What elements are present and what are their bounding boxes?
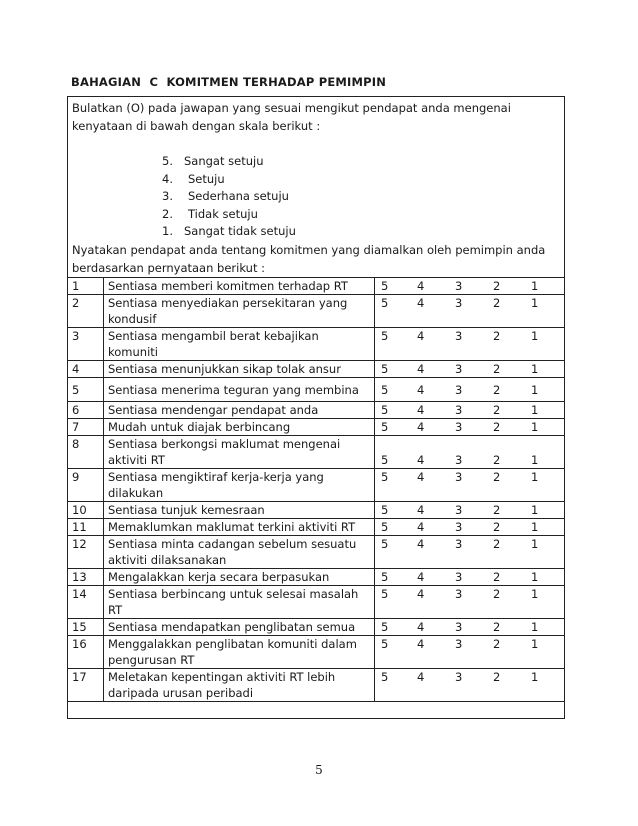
statement-text: Meletakan kepentingan aktiviti RT lebih daripada urusan peribadi (104, 669, 375, 702)
score-option-5[interactable]: 5 (381, 382, 389, 397)
score-option-1[interactable]: 1 (531, 329, 539, 343)
instruction-line: kenyataan di bawah dengan skala berikut : (72, 119, 321, 133)
instructions (72, 99, 562, 277)
score-option-2[interactable]: 2 (493, 520, 501, 534)
score-option-4[interactable]: 4 (417, 587, 425, 601)
score-options (375, 586, 565, 619)
score-option-1[interactable]: 1 (531, 570, 539, 584)
score-option-1[interactable]: 1 (531, 620, 539, 634)
score-option-5[interactable]: 5 (381, 329, 389, 343)
statement-text: Sentiasa memberi komitmen terhadap RT (104, 278, 375, 295)
score-options (375, 619, 565, 636)
score-option-2[interactable]: 2 (493, 637, 501, 651)
section-title: BAHAGIAN C KOMITMEN TERHADAP PEMIMPIN (71, 75, 387, 89)
score-option-1[interactable]: 1 (531, 296, 539, 310)
score-option-3[interactable]: 3 (455, 296, 463, 310)
score-option-1[interactable]: 1 (531, 537, 539, 551)
item-number: 6 (68, 402, 104, 419)
statement-text: Mengalakkan kerja secara berpasukan (104, 569, 375, 586)
score-option-4[interactable]: 4 (417, 382, 425, 397)
score-options (375, 361, 565, 378)
score-option-5[interactable]: 5 (381, 296, 389, 310)
item-number: 15 (68, 619, 104, 636)
score-option-2[interactable]: 2 (493, 382, 501, 397)
table-row (68, 619, 565, 636)
statement-text: Sentiasa minta cadangan sebelum sesuatu aktiviti dilaksanakan (104, 536, 375, 569)
score-option-1[interactable]: 1 (531, 453, 539, 467)
score-option-3[interactable]: 3 (455, 620, 463, 634)
score-option-2[interactable]: 2 (493, 587, 501, 601)
score-options (375, 378, 565, 402)
score-option-5[interactable]: 5 (381, 279, 389, 293)
score-option-2[interactable]: 2 (493, 420, 501, 434)
score-options (375, 536, 565, 569)
score-option-2[interactable]: 2 (493, 453, 501, 467)
score-option-2[interactable]: 2 (493, 503, 501, 517)
score-options (375, 295, 565, 328)
score-option-4[interactable]: 4 (417, 620, 425, 634)
score-option-2[interactable]: 2 (493, 403, 501, 417)
rating-scale-list (72, 153, 562, 241)
table-row (68, 586, 565, 619)
scale-item: 4. Setuju (162, 171, 225, 186)
score-option-4[interactable]: 4 (417, 279, 425, 293)
score-option-2[interactable]: 2 (493, 329, 501, 343)
score-option-3[interactable]: 3 (455, 362, 463, 376)
table-row (68, 669, 565, 702)
score-option-4[interactable]: 4 (417, 403, 425, 417)
prompt-line: berdasarkan pernyataan berikut : (72, 260, 265, 275)
score-options (375, 502, 565, 519)
item-number: 4 (68, 361, 104, 378)
table-row (68, 361, 565, 378)
score-option-4[interactable]: 4 (417, 296, 425, 310)
score-option-5[interactable]: 5 (381, 570, 389, 584)
table-row (68, 378, 565, 402)
score-option-3[interactable]: 3 (455, 587, 463, 601)
item-number: 11 (68, 519, 104, 536)
score-option-1[interactable]: 1 (531, 503, 539, 517)
score-option-5[interactable]: 5 (381, 453, 389, 467)
score-option-1[interactable]: 1 (531, 637, 539, 651)
statement-text: Sentiasa mengambil berat kebajikan komuniti (104, 328, 375, 361)
score-option-1[interactable]: 1 (531, 670, 539, 684)
score-option-4[interactable]: 4 (417, 503, 425, 517)
score-option-5[interactable]: 5 (381, 620, 389, 634)
score-option-3[interactable]: 3 (455, 670, 463, 684)
score-option-5[interactable]: 5 (381, 587, 389, 601)
score-option-3[interactable]: 3 (455, 520, 463, 534)
score-options (375, 669, 565, 702)
score-option-1[interactable]: 1 (531, 362, 539, 376)
item-number: 14 (68, 586, 104, 619)
score-option-2[interactable]: 2 (493, 362, 501, 376)
score-options (375, 328, 565, 361)
score-option-5[interactable]: 5 (381, 537, 389, 551)
score-option-2[interactable]: 2 (493, 537, 501, 551)
table-row (68, 278, 565, 295)
score-options (375, 469, 565, 502)
score-options (375, 519, 565, 536)
score-option-4[interactable]: 4 (417, 420, 425, 434)
item-number: 3 (68, 328, 104, 361)
table-row (68, 436, 565, 469)
score-option-3[interactable]: 3 (455, 279, 463, 293)
statement-text: Sentiasa mendapatkan penglibatan semua (104, 619, 375, 636)
score-option-2[interactable]: 2 (493, 620, 501, 634)
score-option-3[interactable]: 3 (455, 403, 463, 417)
score-option-5[interactable]: 5 (381, 420, 389, 434)
item-number: 5 (68, 378, 104, 402)
score-option-1[interactable]: 1 (531, 520, 539, 534)
item-number: 16 (68, 636, 104, 669)
score-option-4[interactable]: 4 (417, 520, 425, 534)
questionnaire-box (67, 96, 565, 719)
score-option-1[interactable]: 1 (531, 587, 539, 601)
score-option-4[interactable]: 4 (417, 637, 425, 651)
scale-item: 1. Sangat tidak setuju (162, 224, 296, 238)
score-option-1[interactable]: 1 (531, 403, 539, 417)
score-option-3[interactable]: 3 (455, 382, 463, 397)
score-options (375, 569, 565, 586)
score-option-3[interactable]: 3 (455, 637, 463, 651)
score-option-1[interactable]: 1 (531, 382, 539, 397)
table-row (68, 402, 565, 419)
score-option-5[interactable]: 5 (381, 403, 389, 417)
prompt-line: Nyatakan pendapat anda tentang komitmen yang diamalkan oleh pemimpin anda (72, 242, 546, 257)
statement-text: Sentiasa mengiktiraf kerja-kerja yang dilakukan (104, 469, 375, 502)
score-option-2[interactable]: 2 (493, 570, 501, 584)
item-number: 17 (68, 669, 104, 702)
item-number: 12 (68, 536, 104, 569)
score-option-3[interactable]: 3 (455, 453, 463, 467)
score-option-4[interactable]: 4 (417, 329, 425, 343)
scale-item: 3. Sederhana setuju (162, 189, 289, 203)
score-options (375, 436, 565, 469)
item-number: 10 (68, 502, 104, 519)
item-number: 2 (68, 295, 104, 328)
table-row (68, 536, 565, 569)
score-option-3[interactable]: 3 (455, 470, 463, 484)
table-row (68, 328, 565, 361)
statement-text: Sentiasa berbincang untuk selesai masalah RT (104, 586, 375, 619)
statement-text: Sentiasa tunjuk kemesraan (104, 502, 375, 519)
score-option-1[interactable]: 1 (531, 420, 539, 434)
score-option-4[interactable]: 4 (417, 453, 425, 467)
score-options (375, 278, 565, 295)
table-row (68, 519, 565, 536)
instruction-line: Bulatkan (O) pada jawapan yang sesuai mengikut pendapat anda mengenai (72, 101, 511, 115)
statement-text: Mudah untuk diajak berbincang (104, 419, 375, 436)
statement-text: Menggalakkan penglibatan komuniti dalam pengurusan RT (104, 636, 375, 669)
score-option-5[interactable]: 5 (381, 520, 389, 534)
score-option-3[interactable]: 3 (455, 329, 463, 343)
score-option-3[interactable]: 3 (455, 503, 463, 517)
table-row (68, 502, 565, 519)
score-option-3[interactable]: 3 (455, 537, 463, 551)
score-option-3[interactable]: 3 (455, 420, 463, 434)
score-option-4[interactable]: 4 (417, 670, 425, 684)
score-option-5[interactable]: 5 (381, 503, 389, 517)
score-options (375, 402, 565, 419)
item-number: 8 (68, 436, 104, 469)
score-option-2[interactable]: 2 (493, 670, 501, 684)
statement-text: Sentiasa menerima teguran yang membina (104, 378, 375, 402)
scale-item: 2. Tidak setuju (162, 206, 258, 221)
statement-text: Sentiasa menyediakan persekitaran yang kondusif (104, 295, 375, 328)
score-option-1[interactable]: 1 (531, 470, 539, 484)
statement-table (67, 277, 565, 702)
score-option-5[interactable]: 5 (381, 470, 389, 484)
statement-text: Memaklumkan maklumat terkini aktiviti RT (104, 519, 375, 536)
item-number: 7 (68, 419, 104, 436)
score-options (375, 419, 565, 436)
table-row (68, 419, 565, 436)
score-option-4[interactable]: 4 (417, 570, 425, 584)
score-option-4[interactable]: 4 (417, 470, 425, 484)
statement-text: Sentiasa mendengar pendapat anda (104, 402, 375, 419)
score-option-2[interactable]: 2 (493, 279, 501, 293)
item-number: 9 (68, 469, 104, 502)
page-number: 5 (315, 763, 323, 777)
score-option-1[interactable]: 1 (531, 279, 539, 293)
score-option-5[interactable]: 5 (381, 362, 389, 376)
score-options (375, 636, 565, 669)
item-number: 1 (68, 278, 104, 295)
score-option-3[interactable]: 3 (455, 570, 463, 584)
score-option-5[interactable]: 5 (381, 670, 389, 684)
table-row (68, 636, 565, 669)
score-option-5[interactable]: 5 (381, 637, 389, 651)
statement-text: Sentiasa menunjukkan sikap tolak ansur (104, 361, 375, 378)
table-row (68, 569, 565, 586)
table-row (68, 469, 565, 502)
score-option-4[interactable]: 4 (417, 537, 425, 551)
score-option-4[interactable]: 4 (417, 362, 425, 376)
scale-item: 5. Sangat setuju (162, 154, 264, 168)
statement-text: Sentiasa berkongsi maklumat mengenai aktiviti RT (104, 436, 375, 469)
table-row (68, 295, 565, 328)
score-option-2[interactable]: 2 (493, 470, 501, 484)
score-option-2[interactable]: 2 (493, 296, 501, 310)
item-number: 13 (68, 569, 104, 586)
